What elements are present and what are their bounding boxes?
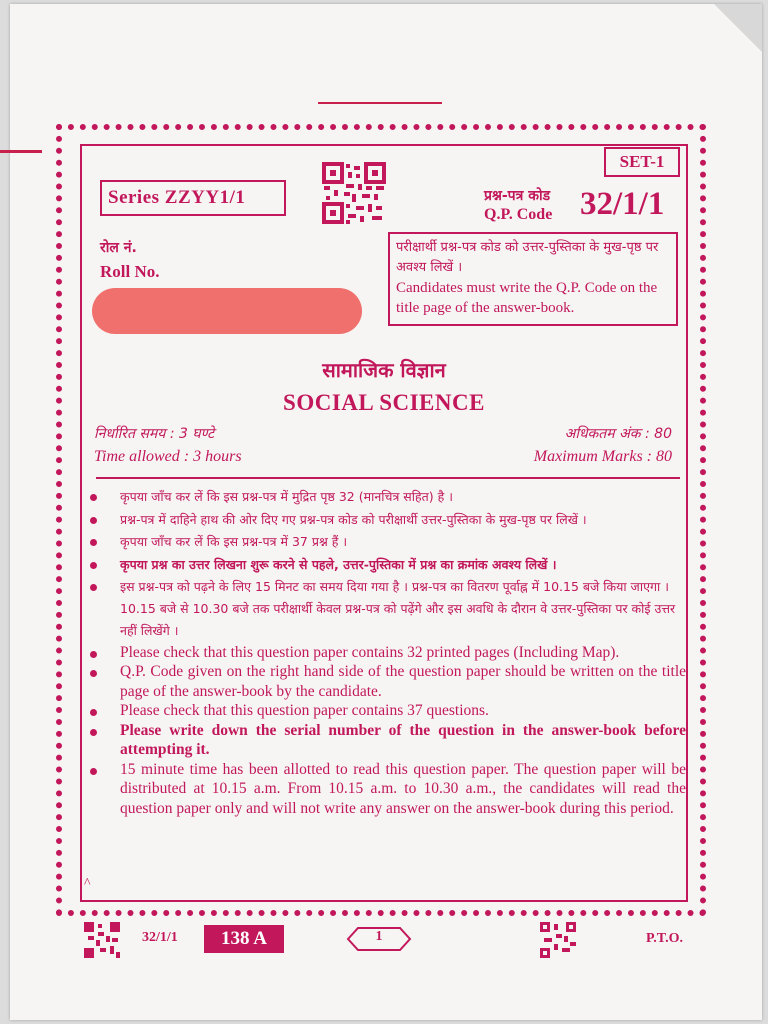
roll-no-label-hindi: रोल नं. [100,240,137,256]
instruction-item: Please check that this question paper contains 37 questions. [88,701,686,721]
footer-qp-code: 32/1/1 [142,930,178,945]
qp-code-label: Q.P. Code [484,206,553,223]
instruction-item: प्रश्न-पत्र में दाहिने हाथ की ओर दिए गए प्रश्न-पत्र कोड को परीक्षार्थी उत्तर-पुस्तिका के मुख-पृष्ठ पर लिखें । [88,509,686,531]
maximum-marks: Maximum Marks : 80 [533,448,672,465]
instruction-item: Q.P. Code given on the right hand side of the question paper should be written on the title page of the answer-book by the candidate. [88,662,686,701]
qp-code-label-hindi: प्रश्न-पत्र कोड [484,188,551,204]
page-number: 1 [375,929,383,944]
pto-label: P.T.O. [646,931,683,946]
top-rule [318,102,442,104]
footer-badge: 138 A [204,925,284,953]
instruction-item: इस प्रश्न-पत्र को पढ़ने के लिए 15 मिनट का समय दिया गया है । प्रश्न-पत्र का वितरण पूर्वाह्न में 10.15 बजे किया जाएगा । 10.15 बजे से 10.30 बजे तक परीक्षार्थी केवल प्रश्न-पत्र को पढ़ेंगे और इस अवधि के दौरान वे उत्तर-पुस्तिका पर कोई उत्तर नहीं लिखेंगे । [88,576,686,642]
roll-no-label: Roll No. [100,262,160,281]
instruction-item: Please check that this question paper contains 32 printed pages (Including Map). [88,643,686,663]
series-label: Series ZZYY1/1 [100,180,286,216]
candidate-note-english: Candidates must write the Q.P. Code on the title page of the answer-book. [396,280,658,316]
instruction-item: कृपया जाँच कर लें कि इस प्रश्न-पत्र में 37 प्रश्न हैं । [88,531,686,553]
subject-title-hindi: सामाजिक विज्ञान [322,358,446,382]
candidate-note-hindi: परीक्षार्थी प्रश्न-पत्र कोड को उत्तर-पुस्तिका के मुख-पृष्ठ पर अवश्य लिखें । [396,240,659,275]
time-allowed: Time allowed : 3 hours [94,448,242,465]
maximum-marks-hindi: अधिकतम अंक : 80 [564,426,672,442]
folded-corner [714,4,762,52]
divider [96,477,680,479]
qp-code-value: 32/1/1 [580,186,665,222]
subject-title: SOCIAL SCIENCE [283,390,485,415]
footer-qr-code-icon [84,922,120,958]
caret-mark: ^ [84,876,91,891]
instruction-item: Please write down the serial number of the question in the answer-book before attempting it. [88,721,686,760]
instructions-list [88,486,686,818]
time-allowed-hindi: निर्धारित समय : 3 घण्टे [94,426,215,442]
side-mark [0,150,42,153]
instruction-item: कृपया प्रश्न का उत्तर लिखना शुरू करने से पहले, उत्तर-पुस्तिका में प्रश्न का क्रमांक अवश्य लिखें । [88,554,686,576]
candidate-note-box [388,232,678,326]
redacted-roll-number [92,288,362,334]
qr-code-icon [322,162,386,224]
instruction-item: कृपया जाँच कर लें कि इस प्रश्न-पत्र में मुद्रित पृष्ठ 32 (मानचित्र सहित) है । [88,486,686,508]
set-label: SET-1 [604,147,680,177]
footer-qr-code-icon [540,922,576,958]
page-number-badge [346,926,412,952]
instruction-item: 15 minute time has been allotted to read this question paper. The question paper will be distributed at 10.15 a.m. From 10.15 a.m. to 10.30 a.m., the candidates will read the question paper only and will not write any answer on the answer-book during this period. [88,760,686,819]
